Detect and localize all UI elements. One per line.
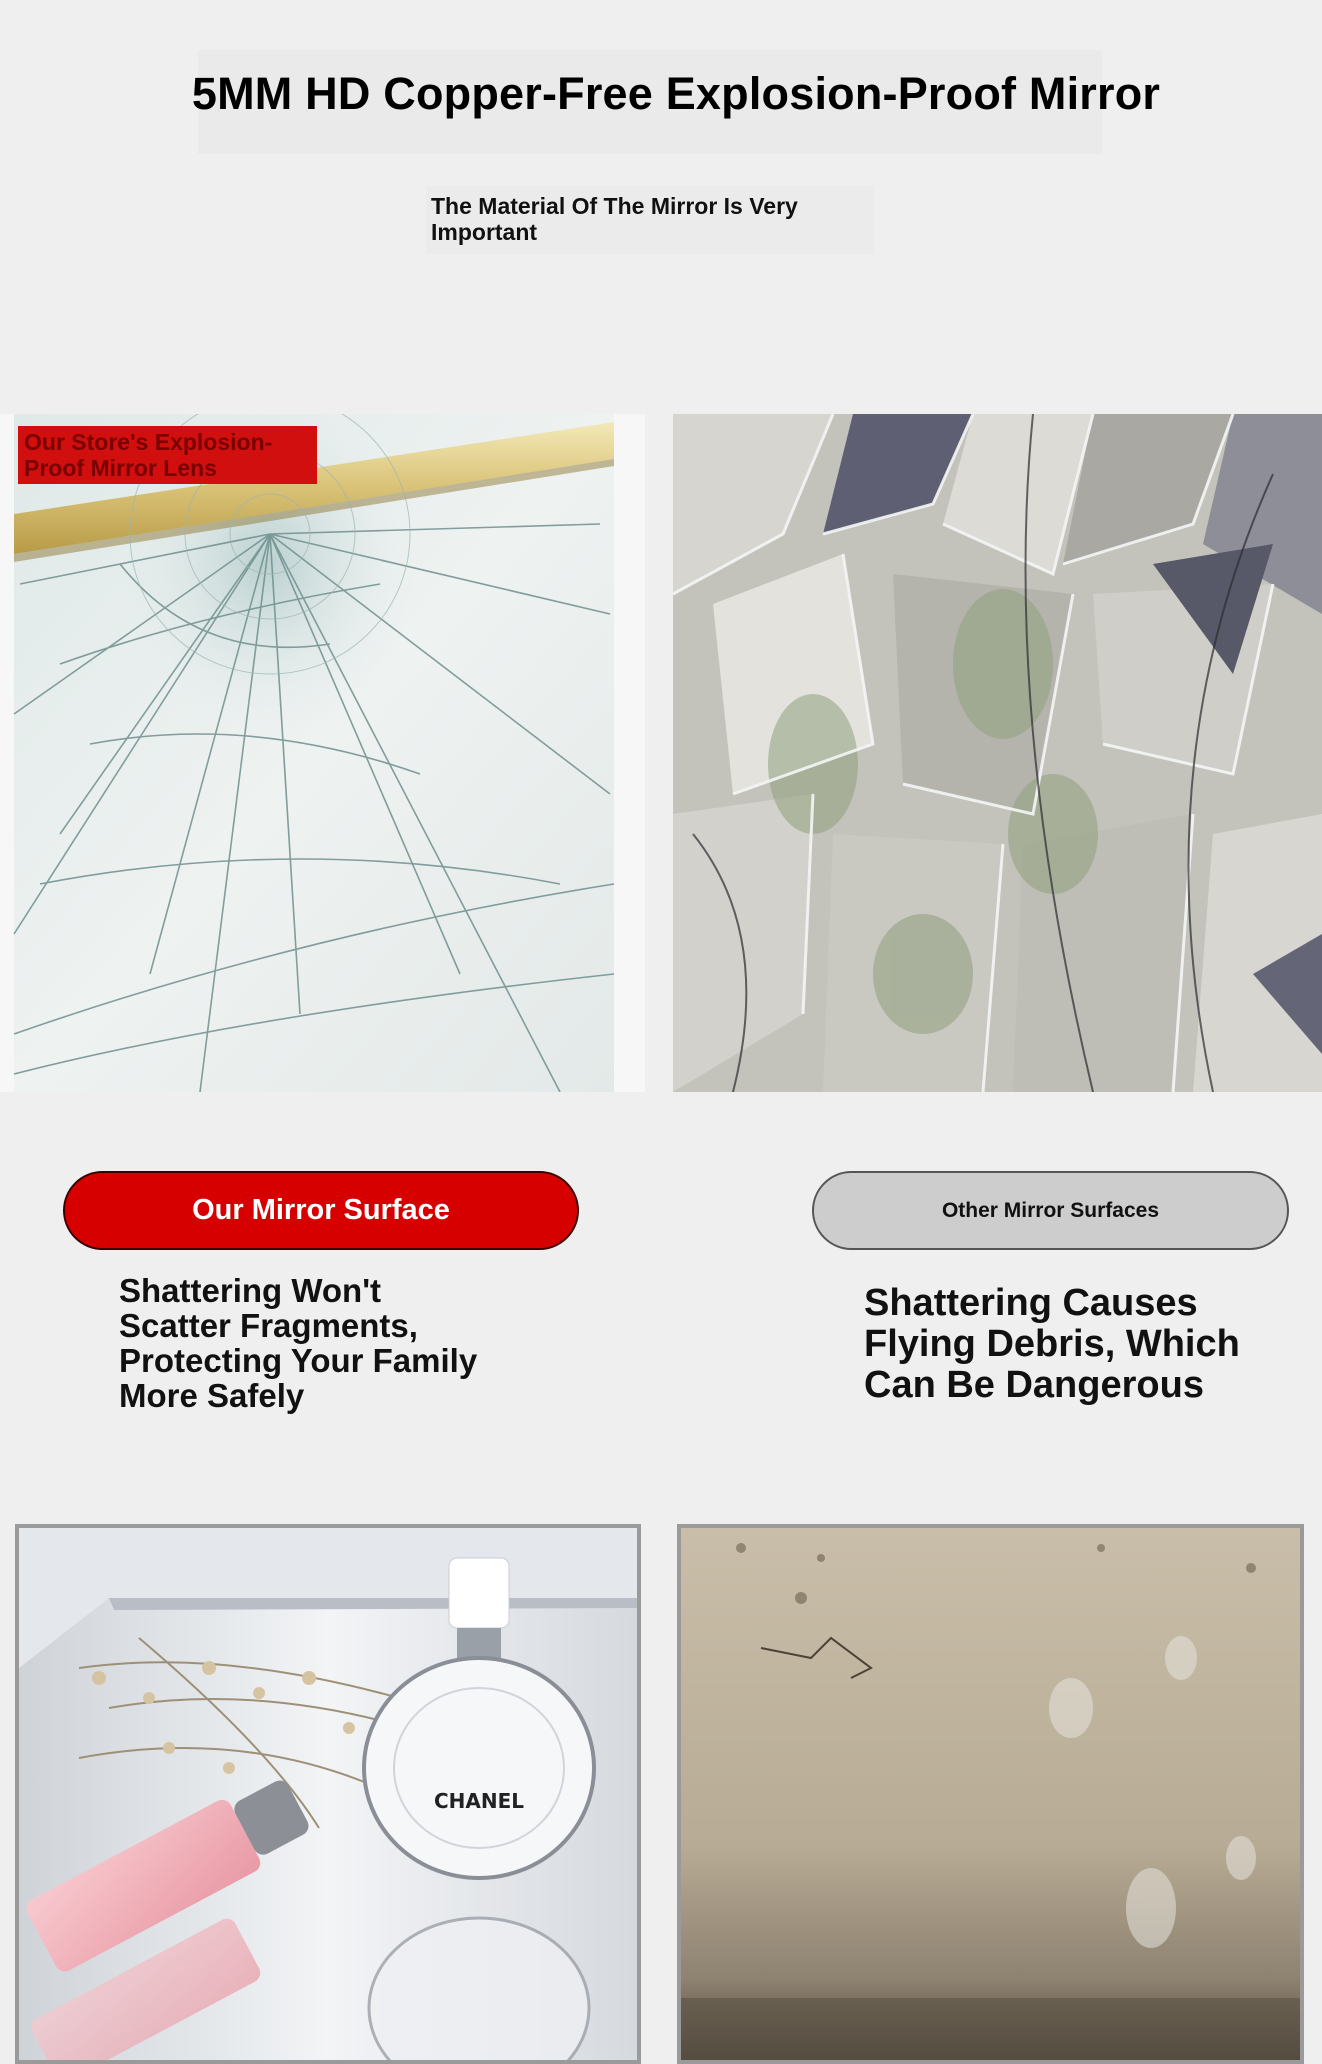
other-mirror-surfaces-button[interactable]: Other Mirror Surfaces [812, 1171, 1289, 1250]
clear-mirror-with-perfume-photo [15, 1524, 641, 2064]
product-overlay-tag: Our Store's Explosion-Proof Mirror Lens [18, 426, 317, 484]
cracked-tempered-glass-photo [0, 414, 645, 1092]
shattered-mirror-shards-photo [673, 414, 1322, 1092]
oxidized-old-mirror-photo [677, 1524, 1304, 2064]
perfume-brand-label: CHANEL [433, 1789, 525, 1813]
other-mirror-description: Shattering Causes Flying Debris, Which Can Be Dangerous [864, 1282, 1240, 1406]
page-subtitle: The Material Of The Mirror Is Very Important [431, 193, 798, 245]
our-mirror-description: Shattering Won't Scatter Fragments, Protecting Your Family More Safely [119, 1272, 478, 1414]
page-title: 5MM HD Copper-Free Explosion-Proof Mirror [191, 68, 1161, 119]
our-mirror-surface-button[interactable]: Our Mirror Surface [63, 1171, 579, 1250]
